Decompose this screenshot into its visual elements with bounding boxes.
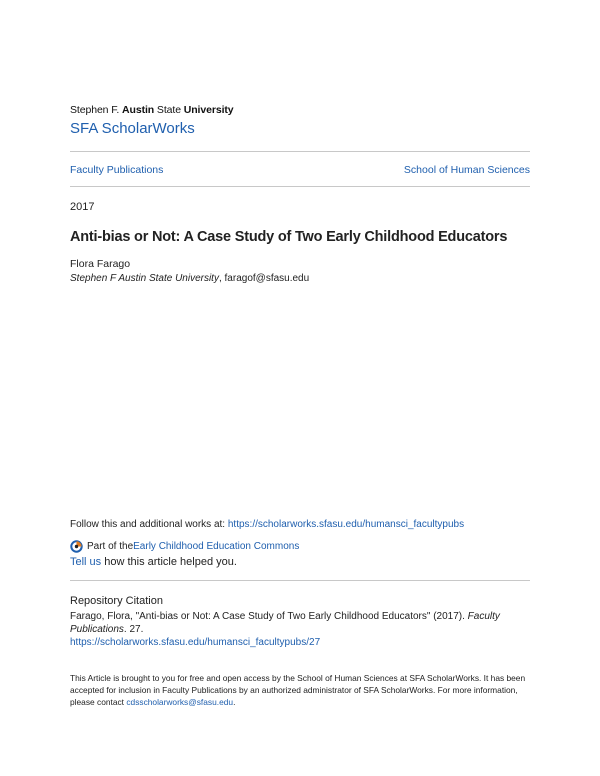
article-title: Anti-bias or Not: A Case Study of Two Early Childhood Educators: [70, 229, 508, 245]
divider-nav: [70, 186, 530, 187]
early-childhood-commons-link[interactable]: Early Childhood Education Commons: [133, 541, 300, 552]
divider-top: [70, 151, 530, 152]
institution-name: Stephen F. Austin State University: [70, 104, 234, 116]
author-affiliation: Stephen F Austin State University, faragof@sfasu.edu: [70, 273, 310, 284]
author-email: faragof@sfasu.edu: [224, 273, 310, 284]
citation-text: Farago, Flora, "Anti-bias or Not: A Case Study of Two Early Childhood Educators" (2017). Faculty Publications. 27. https://scholarworks.sfasu.edu/humansci_facultypubs/27: [70, 611, 500, 648]
disclaimer: This Article is brought to you for free and open access by the School of Human Sciences at SFA ScholarWorks. It has been accepted for inclusion in Faculty Publications by an authorized administrator of SFA ScholarWorks. For more information, please contact cdsscholarworks@sfasu.edu.: [70, 673, 526, 707]
divider-citation: [70, 580, 530, 581]
follow-line: Follow this and additional works at: https://scholarworks.sfasu.edu/humansci_facultypubs: [70, 519, 465, 530]
author-name: Flora Farago: [70, 258, 131, 270]
faculty-publications-link[interactable]: Faculty Publications: [70, 164, 164, 176]
commons-network-icon: [70, 540, 83, 553]
citation-heading: Repository Citation: [70, 595, 163, 607]
contact-email-link[interactable]: cdsscholarworks@sfasu.edu: [126, 697, 234, 707]
part-of-line: Part of the Early Childhood Education Commons: [70, 540, 299, 553]
tell-us-link[interactable]: Tell us: [70, 556, 102, 568]
tell-us-line: Tell us how this article helped you.: [70, 556, 237, 568]
citation-url-link[interactable]: https://scholarworks.sfasu.edu/humansci_facultypubs/27: [70, 637, 321, 648]
school-link[interactable]: School of Human Sciences: [403, 164, 530, 176]
publication-year: 2017: [70, 201, 95, 213]
repository-link[interactable]: SFA ScholarWorks: [70, 120, 195, 137]
follow-url-link[interactable]: https://scholarworks.sfasu.edu/humansci_facultypubs: [227, 519, 465, 530]
